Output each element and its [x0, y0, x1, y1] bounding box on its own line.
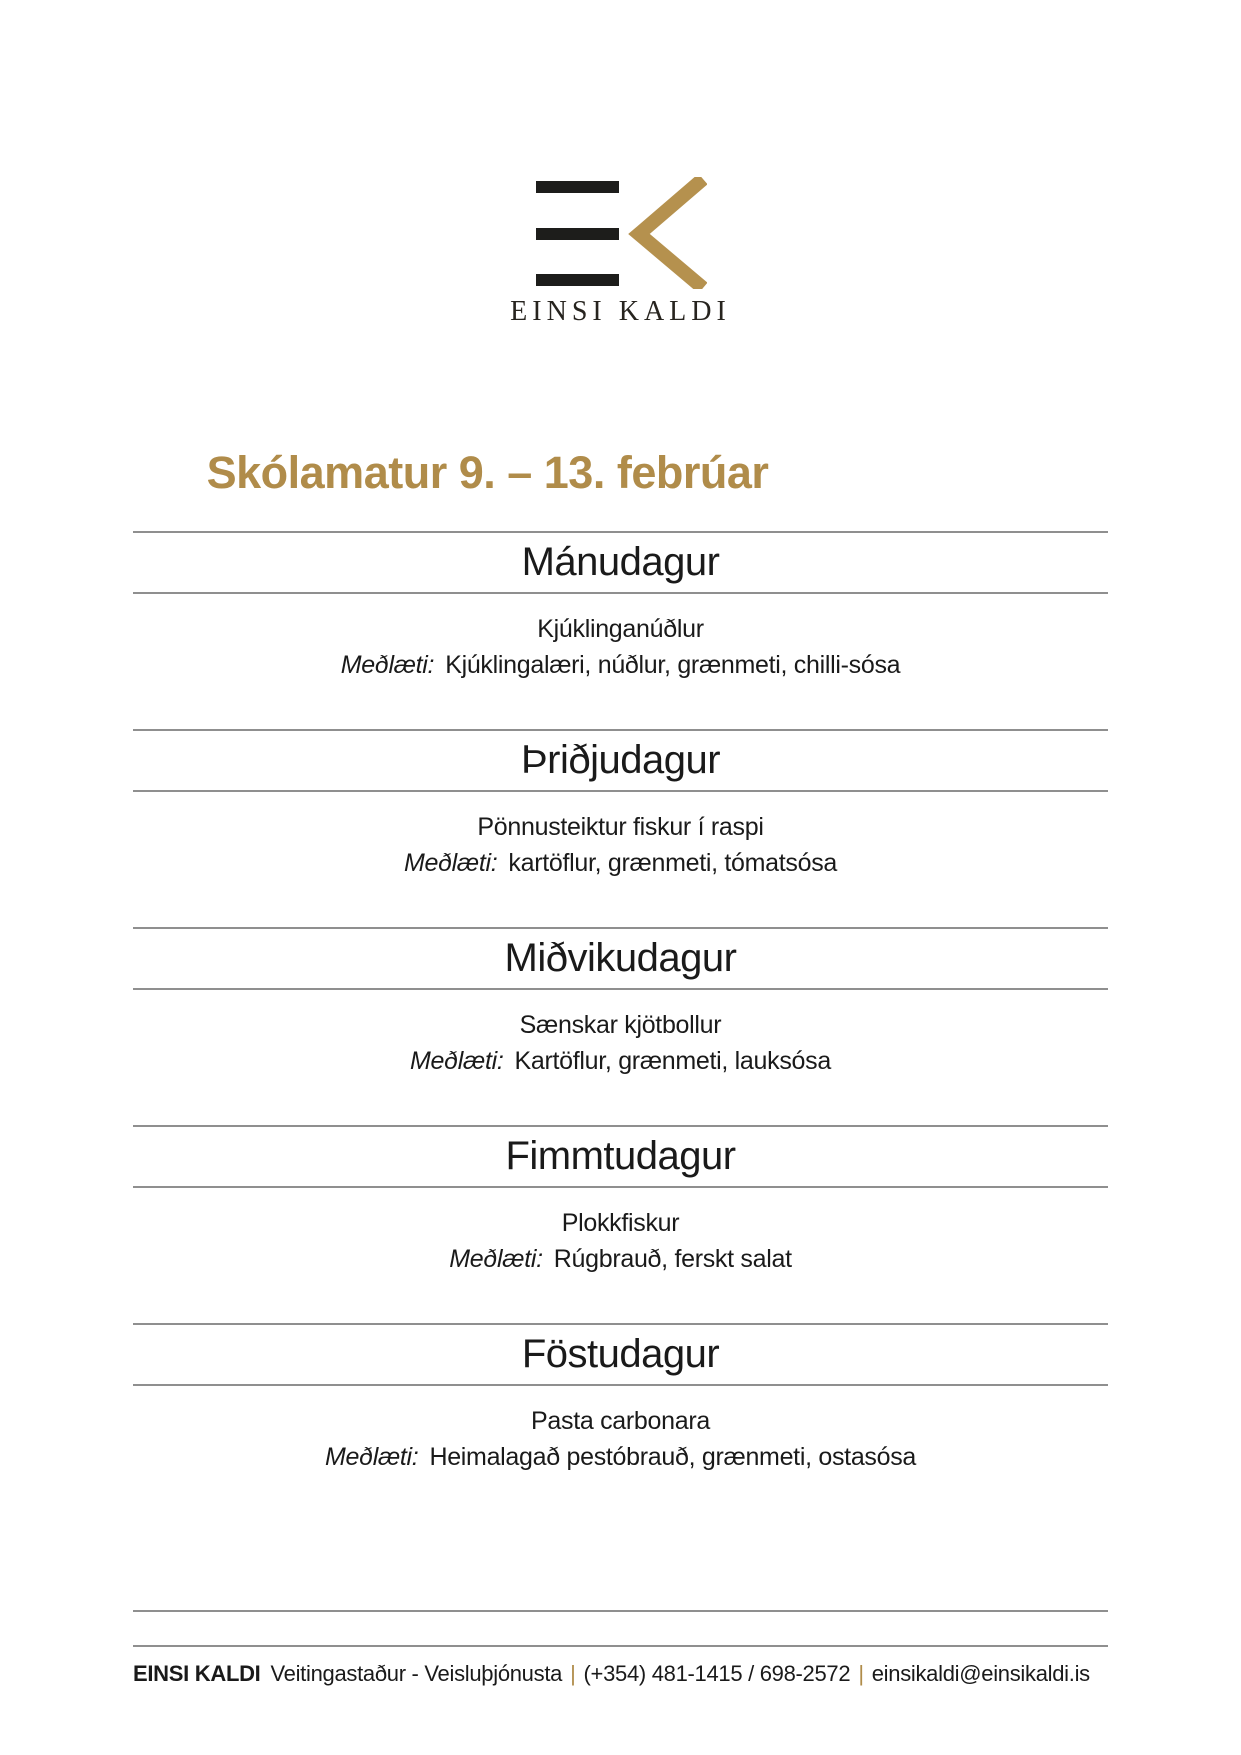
- day-heading: Mánudagur: [521, 540, 720, 584]
- day-heading: Fimmtudagur: [505, 1134, 736, 1178]
- footer-divider-gap: [133, 1612, 1108, 1645]
- dish-name: Sænskar kjötbollur: [519, 1011, 722, 1039]
- day-section-tuesday: [133, 729, 1108, 927]
- sides-label: Meðlæti:: [449, 1245, 543, 1273]
- section-divider: [133, 592, 1108, 594]
- sides-line: [133, 1243, 1108, 1323]
- day-section-friday: [133, 1323, 1108, 1521]
- sides-line: [133, 1045, 1108, 1125]
- sides-value: Heimalagað pestóbrauð, grænmeti, ostasósa: [429, 1443, 917, 1471]
- dish-name: Kjúklinganúðlur: [537, 615, 704, 643]
- sides-line: [133, 1441, 1108, 1521]
- sides-value: kartöflur, grænmeti, tómatsósa: [508, 849, 838, 877]
- day-heading: Þriðjudagur: [520, 738, 721, 782]
- logo-wordmark: EINSI KALDI: [510, 296, 731, 327]
- day-heading: Föstudagur: [521, 1332, 720, 1376]
- section-divider: [133, 790, 1108, 792]
- sides-label: Meðlæti:: [324, 1443, 419, 1471]
- day-section-wednesday: [133, 927, 1108, 1125]
- sides-value: Kartöflur, grænmeti, lauksósa: [514, 1047, 831, 1075]
- dish-name: Plokkfiskur: [561, 1209, 680, 1237]
- footer-contact-line: [133, 1660, 1108, 1688]
- footer-description: Veitingastaður - Veisluþjónusta: [270, 1661, 563, 1686]
- dish-name: Pönnusteiktur fiskur í raspi: [477, 813, 764, 841]
- footer-phone: (+354) 481-1415 / 698-2572: [583, 1661, 851, 1686]
- footer-rules: [133, 1610, 1108, 1647]
- day-heading: Miðvikudagur: [504, 936, 737, 980]
- page-title: Skólamatur 9. – 13. febrúar: [206, 447, 769, 498]
- footer-separator: |: [858, 1661, 864, 1686]
- page-footer: [133, 1610, 1108, 1688]
- section-divider: [133, 988, 1108, 990]
- weekly-menu: [133, 531, 1108, 1521]
- sides-line: [133, 847, 1108, 927]
- dish-name: Pasta carbonara: [531, 1407, 710, 1435]
- day-section-thursday: [133, 1125, 1108, 1323]
- sides-label: Meðlæti:: [410, 1047, 504, 1075]
- section-divider: [133, 1384, 1108, 1386]
- footer-email: einsikaldi@einsikaldi.is: [871, 1661, 1090, 1686]
- footer-divider: [133, 1645, 1108, 1647]
- sides-line: [133, 649, 1108, 729]
- einsi-kaldi-logo-icon: [535, 177, 707, 289]
- section-divider: [133, 1186, 1108, 1188]
- day-section-monday: [133, 531, 1108, 729]
- logo-block: [0, 0, 1241, 327]
- sides-label: Meðlæti:: [340, 651, 435, 679]
- sides-value: Rúgbrauð, ferskt salat: [553, 1245, 792, 1273]
- footer-brand: EINSI KALDI: [133, 1661, 261, 1686]
- sides-label: Meðlæti:: [403, 849, 498, 877]
- sides-value: Kjúklingalæri, núðlur, grænmeti, chilli-sósa: [445, 651, 901, 679]
- footer-separator: |: [570, 1661, 576, 1686]
